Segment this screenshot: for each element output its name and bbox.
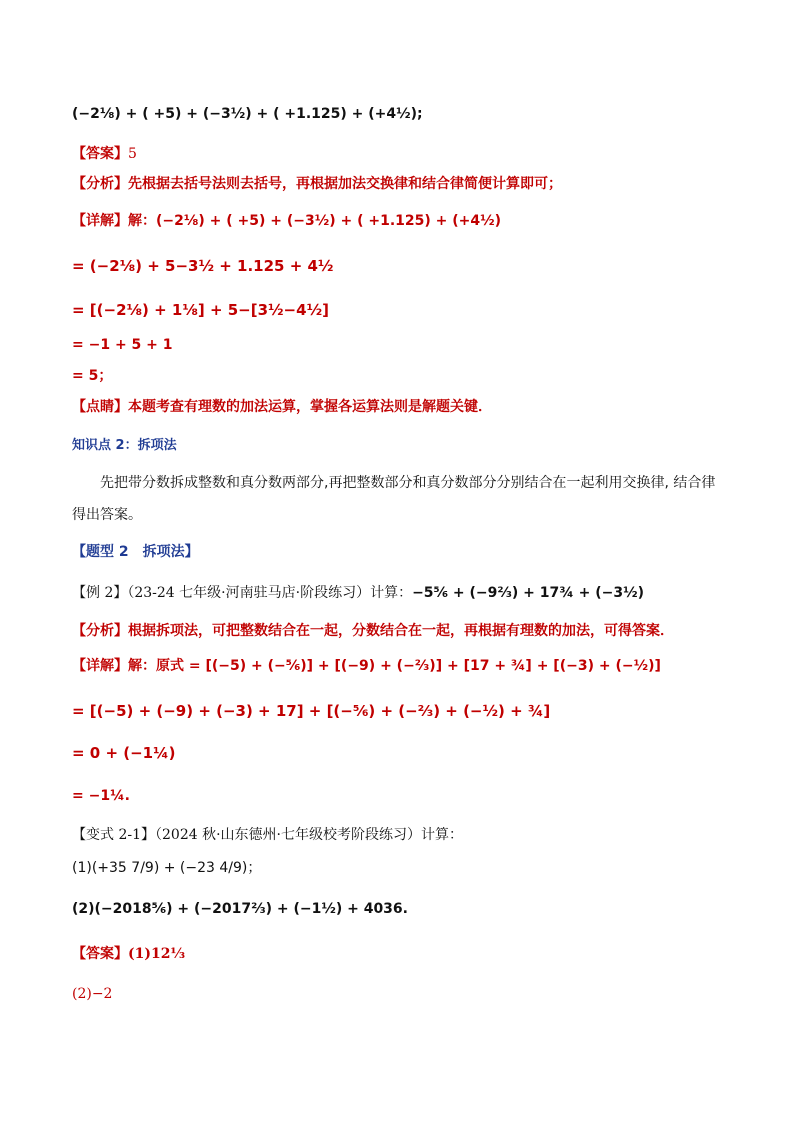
detail-line (72, 211, 501, 231)
detail-label: 【详解】 (72, 658, 128, 674)
detail-lead: 解：原式 = (128, 658, 206, 674)
variant-item: (1)(+35 7/9) + (−23 4/9)； (72, 860, 262, 876)
example-expression: −5⅚ + (−9⅔) + 17¾ + (−3½) (412, 585, 644, 601)
answer-value-line: (2)−2 (72, 986, 113, 1002)
detail-step: = [(−2⅛) + 1⅛] + 5−[3½−4½] (72, 301, 329, 319)
detail-step: = 0 + (−1¼) (72, 744, 176, 762)
variant-label: 【变式 2-1】 (72, 827, 155, 843)
detail-line (72, 656, 661, 676)
answer-value: 5 (128, 146, 137, 162)
answer-label: 【答案】 (72, 946, 128, 962)
detail-expression: (−2⅛) + ( +5) + (−3½) + ( +1.125) + (+4½) (156, 213, 502, 229)
analysis-text: 根据拆项法，可把整数结合在一起，分数结合在一起，再根据有理数的加法，可得答案． (128, 623, 674, 639)
answer-line (72, 144, 137, 164)
variant-item: (2)(−2018⅚) + (−2017⅔) + (−1½) + 4036. (72, 901, 408, 917)
detail-step: = −1¼. (72, 788, 130, 804)
detail-step: = −1 + 5 + 1 (72, 337, 173, 353)
answer-label: 【答案】 (72, 146, 128, 162)
example-line (72, 583, 644, 603)
analysis-line (72, 621, 674, 641)
variant-source: （2024 秋·山东德州·七年级校考阶段练习）计算： (155, 827, 463, 843)
analysis-text: 先根据去括号法则去括号，再根据加法交换律和结合律简便计算即可； (128, 176, 562, 192)
explanation-paragraph: 先把带分数拆成整数和真分数两部分,再把整数部分和真分数部分分别结合在一起利用交换律, 结合律得出答案。 (72, 475, 716, 523)
knowledge-point-title: 知识点 2：拆项法 (72, 438, 177, 453)
detail-step: = 5； (72, 368, 113, 384)
answer-line (72, 944, 185, 964)
question-expression: (−2⅛) + ( +5) + (−3½) + ( +1.125) + (+4½); (72, 106, 423, 122)
remark-line (72, 397, 492, 417)
variant-line (72, 825, 463, 845)
detail-expression: [(−5) + (−⅚)] + [(−9) + (−⅔)] + [17 + ¾] + [(−3) + (−½)] (205, 658, 661, 674)
example-source: （23-24 七年级·河南驻马店·阶段练习）计算： (127, 585, 413, 601)
remark-text: 本题考查有理数的加法运算，掌握各运算法则是解题关键． (128, 399, 492, 415)
detail-lead: 解： (128, 213, 156, 229)
answer-value: (1)12⅓ (128, 946, 185, 962)
analysis-label: 【分析】 (72, 623, 128, 639)
analysis-line (72, 174, 562, 194)
detail-step: = [(−5) + (−9) + (−3) + 17] + [(−⅚) + (−⅔) + (−½) + ¾] (72, 702, 551, 720)
detail-step: = (−2⅛) + 5−3½ + 1.125 + 4½ (72, 257, 334, 275)
example-label: 【例 2】 (72, 585, 128, 601)
question-type-heading: 【题型 2 拆项法】 (72, 544, 199, 560)
remark-label: 【点睛】 (72, 399, 128, 415)
analysis-label: 【分析】 (72, 176, 128, 192)
detail-label: 【详解】 (72, 213, 128, 229)
